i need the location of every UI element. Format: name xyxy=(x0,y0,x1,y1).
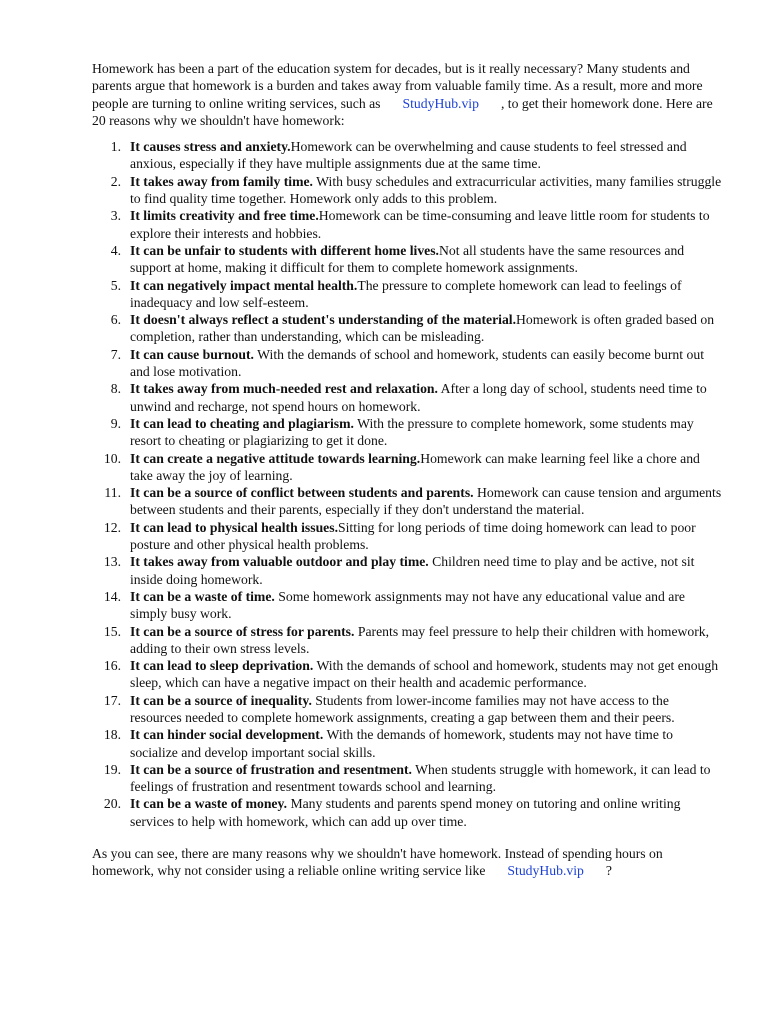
list-item xyxy=(92,242,722,277)
item-number: 1. xyxy=(110,139,121,155)
item-number: 10. xyxy=(103,450,121,466)
reasons-list xyxy=(92,138,722,830)
item-text: Sitting for long periods of time doing homework can lead to poor posture and other physical health problems. xyxy=(130,519,696,553)
list-item xyxy=(92,346,722,381)
item-text: Homework is often graded based on completion, rather than understanding, which can be misleading. xyxy=(130,312,715,345)
list-item xyxy=(92,173,722,208)
item-heading: It can create a negative attitude towards learning. xyxy=(130,450,421,466)
item-text: With the demands of school and homework, students can easily become burnt out and lose motivation. xyxy=(130,346,704,380)
item-text: The pressure to complete homework can lead to feelings of inadequacy and low self-esteem. xyxy=(130,277,682,310)
item-heading: It doesn't always reflect a student's understanding of the material. xyxy=(130,312,517,328)
item-text: Homework can be overwhelming and cause students to feel stressed and anxious, especially if they have multiple assignments due at the same time. xyxy=(130,139,687,172)
studyhub-link-intro[interactable]: StudyHub.vip xyxy=(402,95,479,111)
item-text: Homework can be time-consuming and leave little room for students to explore their interests and hobbies. xyxy=(130,208,710,241)
item-number: 12. xyxy=(103,519,121,535)
list-item xyxy=(92,519,722,554)
item-number: 2. xyxy=(110,173,121,189)
item-number: 6. xyxy=(110,312,121,328)
item-heading: It takes away from valuable outdoor and play time. xyxy=(130,554,429,570)
item-number: 4. xyxy=(110,242,121,258)
list-item xyxy=(92,311,722,346)
item-number: 19. xyxy=(103,761,121,777)
item-text: With the demands of school and homework, students may not get enough sleep, which can have a negative impact on their health and academic performance. xyxy=(130,658,719,691)
studyhub-link-outro[interactable]: StudyHub.vip xyxy=(507,863,584,879)
list-item xyxy=(92,795,722,830)
intro-text-end: , to get their homework done. Here are 20 reasons why we shouldn't have homework: xyxy=(92,95,713,128)
item-text: Homework can cause tension and arguments between students and their parents, especially if they don't understand the material. xyxy=(130,485,722,518)
list-item xyxy=(92,553,722,588)
list-item xyxy=(92,588,722,623)
item-heading: It can lead to cheating and plagiarism. xyxy=(130,415,354,431)
item-heading: It can be a source of stress for parents. xyxy=(130,623,355,639)
list-item xyxy=(92,138,722,173)
item-number: 3. xyxy=(110,208,121,224)
item-text: Parents may feel pressure to help their children with homework, adding to their own stress levels. xyxy=(130,623,710,656)
item-text: Children need time to play and be active, not sit inside doing homework. xyxy=(130,554,695,587)
item-text: With the pressure to complete homework, some students may resort to cheating or plagiarizing to get it done. xyxy=(130,415,694,449)
item-text: Students from lower-income families may not have access to the resources needed to complete homework assignments, creating a gap between them and their peers. xyxy=(130,692,675,725)
item-number: 16. xyxy=(103,658,121,674)
list-item xyxy=(92,484,722,519)
item-heading: It can be a source of inequality. xyxy=(130,692,312,708)
outro-paragraph xyxy=(92,845,722,880)
item-heading: It can be a source of frustration and resentment. xyxy=(130,761,412,777)
list-item xyxy=(92,623,722,658)
item-number: 11. xyxy=(104,485,121,501)
document-page xyxy=(92,60,722,880)
item-heading: It takes away from much-needed rest and relaxation. xyxy=(130,381,438,397)
item-number: 20. xyxy=(103,796,121,812)
list-item xyxy=(92,726,722,761)
list-item xyxy=(92,692,722,727)
item-heading: It limits creativity and free time. xyxy=(130,208,319,224)
item-heading: It causes stress and anxiety. xyxy=(130,139,291,155)
item-heading: It can be unfair to students with different home lives. xyxy=(130,242,439,258)
item-number: 15. xyxy=(103,623,121,639)
list-item xyxy=(92,380,722,415)
list-item xyxy=(92,450,722,485)
item-text: Many students and parents spend money on tutoring and online writing services to help with homework, which can add up over time. xyxy=(130,796,681,829)
item-text: Some homework assignments may not have any educational value and are simply busy work. xyxy=(130,588,685,622)
item-heading: It can lead to sleep deprivation. xyxy=(130,658,314,674)
item-heading: It can be a waste of money. xyxy=(130,796,288,812)
list-item xyxy=(92,657,722,692)
item-heading: It can negatively impact mental health. xyxy=(130,277,358,293)
item-heading: It can be a source of conflict between students and parents. xyxy=(130,485,474,501)
item-heading: It can lead to physical health issues. xyxy=(130,519,338,535)
item-number: 13. xyxy=(103,554,121,570)
list-item xyxy=(92,277,722,312)
item-number: 18. xyxy=(103,727,121,743)
intro-text: Homework has been a part of the education system for decades, but is it really necessary? Many students and parents argue that homework is a burden and takes away from valuable family time. As a result, more and more people are turning to online writing services, such as xyxy=(92,61,703,111)
item-text: After a long day of school, students need time to unwind and recharge, not spend hours on homework. xyxy=(130,381,707,414)
item-heading: It can be a waste of time. xyxy=(130,588,275,604)
intro-paragraph xyxy=(92,60,722,129)
list-item xyxy=(92,207,722,242)
outro-text-end: ? xyxy=(605,863,612,879)
item-text: When students struggle with homework, it can lead to feelings of frustration and resentment towards school and learning. xyxy=(130,761,711,795)
item-number: 9. xyxy=(110,415,121,431)
item-heading: It takes away from family time. xyxy=(130,173,313,189)
item-text: With the demands of homework, students may not have time to socialize and develop important social skills. xyxy=(130,727,673,760)
item-number: 5. xyxy=(110,277,121,293)
item-number: 7. xyxy=(110,346,121,362)
item-text: With busy schedules and extracurricular activities, many families struggle to find quality time together. Homework only adds to this problem. xyxy=(130,173,722,207)
outro-text: As you can see, there are many reasons why we shouldn't have homework. Instead of spending hours on homework, why not consider using a reliable online writing service like xyxy=(92,846,663,879)
item-heading: It can hinder social development. xyxy=(130,727,324,743)
item-number: 8. xyxy=(110,381,121,397)
list-item xyxy=(92,415,722,450)
item-text: Homework can make learning feel like a chore and take away the joy of learning. xyxy=(130,450,700,483)
item-number: 14. xyxy=(103,588,121,604)
item-text: Not all students have the same resources and support at home, making it difficult for them to complete homework assignments. xyxy=(130,242,685,276)
item-number: 17. xyxy=(103,692,121,708)
list-item xyxy=(92,761,722,796)
item-heading: It can cause burnout. xyxy=(130,346,254,362)
